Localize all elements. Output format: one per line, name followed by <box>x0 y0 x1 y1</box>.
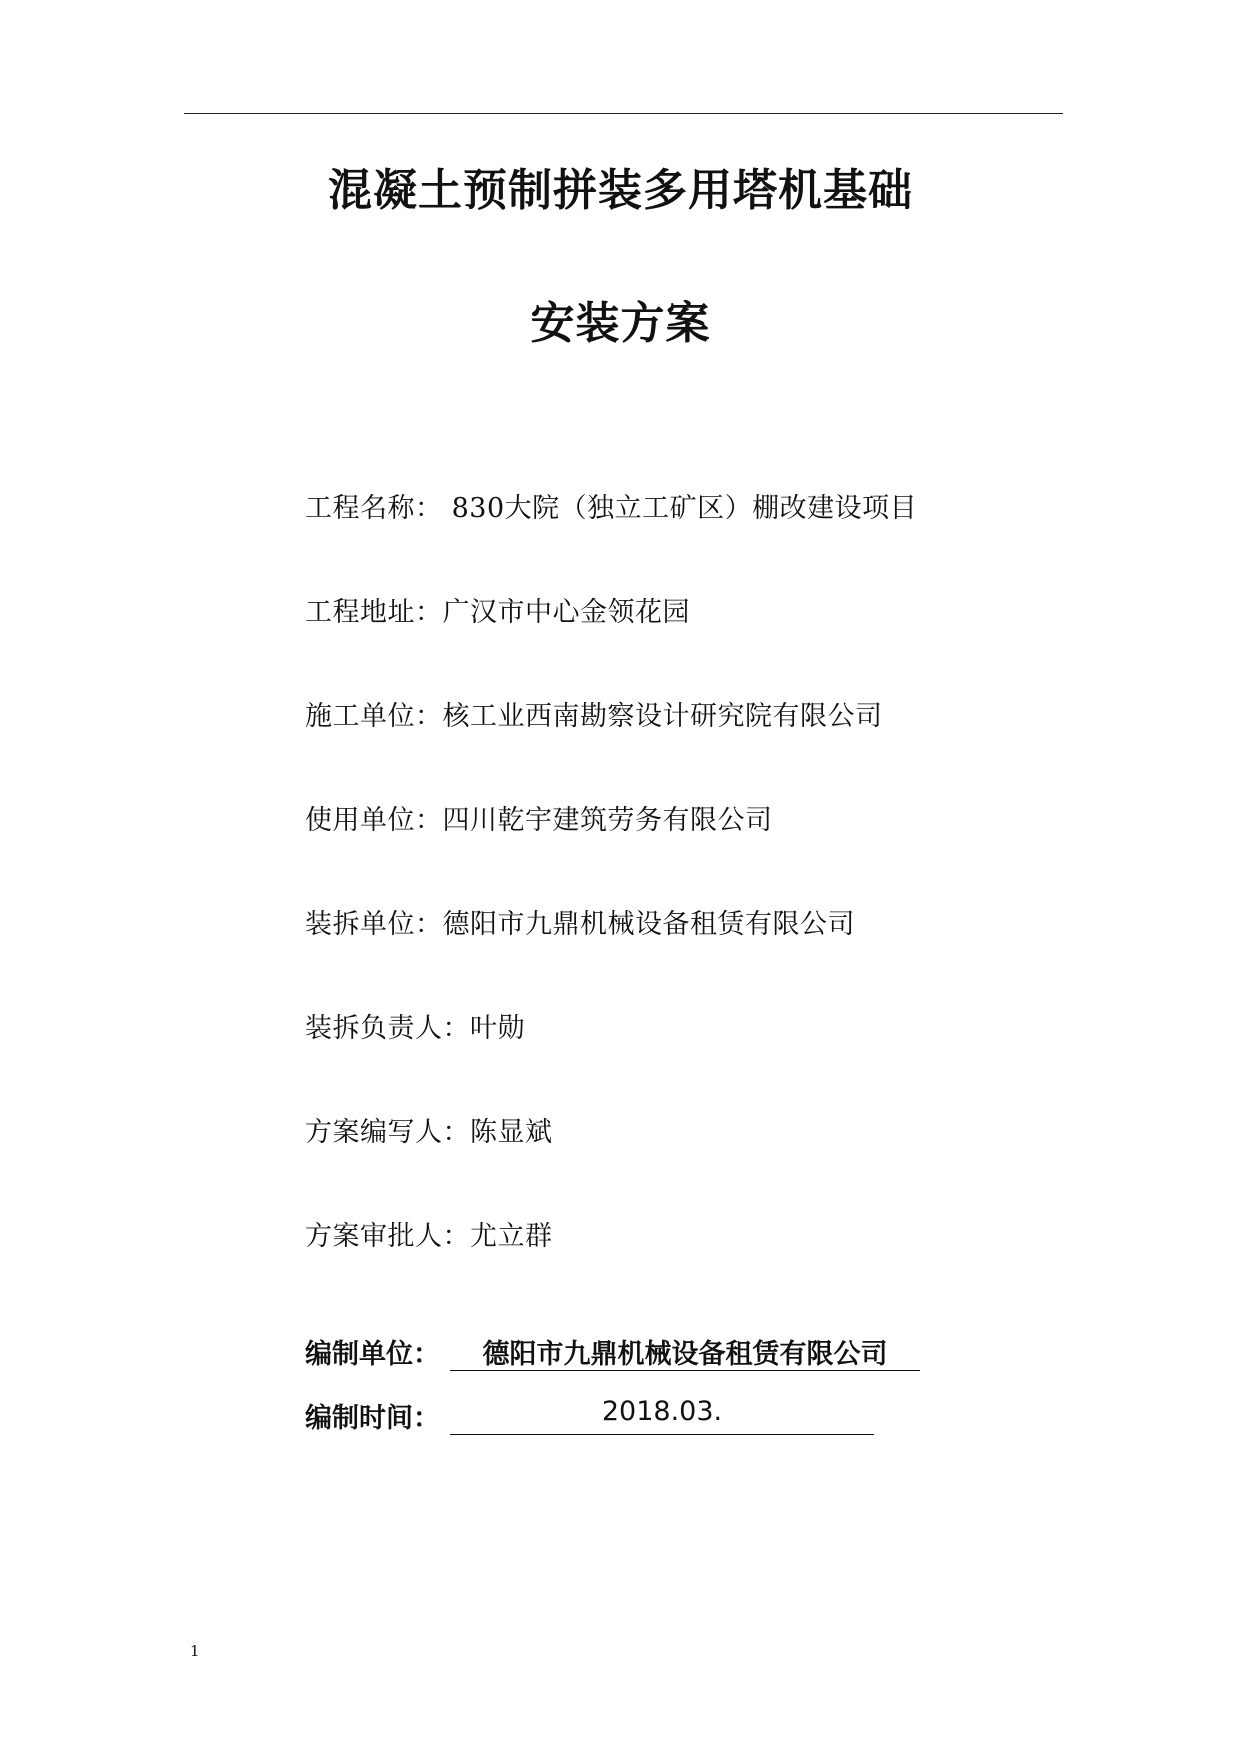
compiled-time-value: 2018.03. <box>450 1396 874 1435</box>
construction-unit-label: 施工单位： <box>305 701 443 732</box>
project-address-value: 广汉市中心金领花园 <box>442 597 690 628</box>
user-unit-label: 使用单位： <box>305 805 443 836</box>
document-title-line2: 安装方案 <box>530 298 711 349</box>
plan-author-value: 陈显斌 <box>470 1117 553 1148</box>
plan-approver-label: 方案审批人： <box>305 1221 470 1252</box>
construction-unit-value: 核工业西南勘察设计研究院有限公司 <box>442 701 883 732</box>
plan-author-label: 方案编写人： <box>305 1117 470 1148</box>
project-address-label: 工程地址： <box>305 597 443 628</box>
install-manager-value: 叶勋 <box>470 1013 525 1044</box>
project-name-value: 830大院（独立工矿区）棚改建设项目 <box>442 493 918 524</box>
compiled-by-value: 德阳市九鼎机械设备租赁有限公司 <box>450 1332 920 1371</box>
plan-approver-value: 尤立群 <box>470 1221 553 1252</box>
install-unit-line <box>305 902 855 941</box>
compiled-time-line <box>305 1396 723 1435</box>
compiled-by-label: 编制单位： <box>305 1339 440 1370</box>
construction-unit-line <box>305 694 883 733</box>
project-name-label: 工程名称： <box>305 493 443 524</box>
install-unit-label: 装拆单位： <box>305 909 443 940</box>
user-unit-line <box>305 798 773 837</box>
plan-approver-line <box>305 1214 553 1253</box>
project-name-line <box>305 486 917 525</box>
header-rule <box>184 113 1063 114</box>
user-unit-value: 四川乾宇建筑劳务有限公司 <box>442 805 773 836</box>
page-number: 1 <box>190 1642 200 1660</box>
install-manager-label: 装拆负责人： <box>305 1013 470 1044</box>
plan-author-line <box>305 1110 553 1149</box>
compiled-by-line <box>305 1332 888 1371</box>
install-unit-value: 德阳市九鼎机械设备租赁有限公司 <box>442 909 855 940</box>
install-manager-line <box>305 1006 525 1045</box>
project-address-line <box>305 590 690 629</box>
compiled-time-label: 编制时间： <box>305 1403 440 1434</box>
document-title-line1: 混凝土预制拼装多用塔机基础 <box>328 165 913 216</box>
